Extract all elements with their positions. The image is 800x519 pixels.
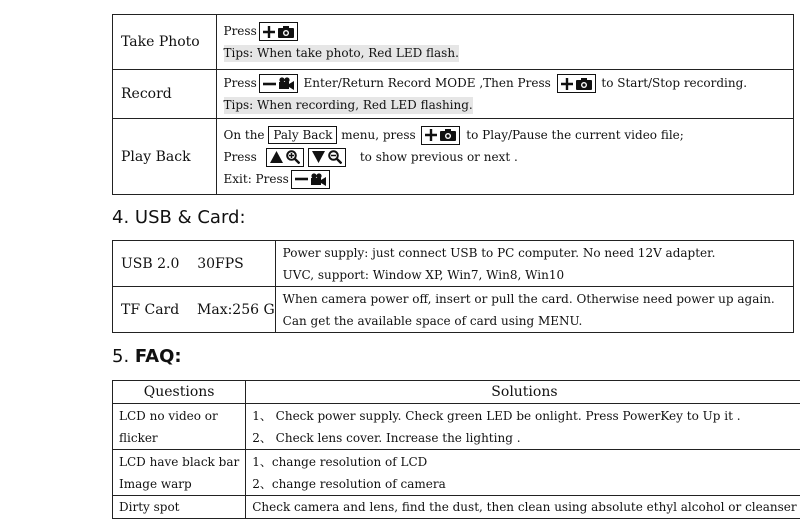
solution-line: 1、 Check power supply. Check green LED be onlight. Press PowerKey to Up it . <box>252 408 741 423</box>
minus-icon <box>263 78 276 90</box>
question-line: Dirty spot <box>119 500 180 514</box>
solutions-header: Solutions <box>246 381 800 404</box>
take-photo-tip: Tips: When take photo, Red LED flash. <box>223 46 459 60</box>
usb-card-table <box>112 240 794 333</box>
record-end-text: to Start/Stop recording. <box>597 76 748 90</box>
question-line: LCD have black bar <box>119 454 240 469</box>
table-row <box>113 496 800 519</box>
tf-card-label: TF Card Max:256 G <box>113 287 276 333</box>
minus-icon <box>295 173 308 185</box>
record-label: Record <box>113 70 217 119</box>
camera-icon <box>278 26 294 38</box>
faq-table <box>112 380 800 519</box>
down-triangle-icon <box>312 151 325 163</box>
up-triangle-icon <box>270 151 283 163</box>
question-line: LCD no video or <box>119 408 218 423</box>
solution-line: Check camera and lens, find the dust, then clean using absolute ethyl alcohol or cleanser <box>252 500 797 514</box>
usb-line-2: UVC, support: Window XP, Win7, Win8, Win10 <box>282 267 565 282</box>
play-back-cell <box>216 119 794 195</box>
press-text: Press <box>223 76 257 90</box>
record-mid-text: Enter/Return Record MODE ,Then Press <box>299 76 555 90</box>
plus-icon <box>425 129 437 141</box>
tf-card-cell <box>275 287 793 333</box>
plus-camera-key <box>259 22 298 41</box>
nav-end-text: to show previous or next . <box>359 149 518 164</box>
zoom-in-icon <box>286 150 300 164</box>
section-number: 4. <box>112 207 130 228</box>
table-row <box>113 450 800 496</box>
press-text: Press <box>223 149 257 164</box>
section-title: USB & Card: <box>134 207 246 228</box>
usb-label: USB 2.0 30FPS <box>113 241 276 287</box>
plus-icon <box>263 26 275 38</box>
zoom-out-icon <box>328 150 342 164</box>
section-5-heading <box>112 346 182 367</box>
question-line: flicker <box>119 430 158 445</box>
table-row <box>113 404 800 450</box>
record-tip: Tips: When recording, Red LED flashing. <box>223 98 473 112</box>
video-camera-icon <box>279 77 294 90</box>
record-cell <box>216 70 794 119</box>
on-the-text: On the <box>223 127 269 142</box>
solution-line: 2、change resolution of camera <box>252 476 446 491</box>
usb-cell <box>275 241 793 287</box>
section-4-heading <box>112 207 246 228</box>
operations-table <box>112 14 794 195</box>
question-line: Image warp <box>119 476 192 491</box>
video-camera-icon <box>311 173 326 186</box>
solution-line: 1、change resolution of LCD <box>252 454 428 469</box>
usb-line-1: Power supply: just connect USB to PC computer. No need 12V adapter. <box>282 245 716 260</box>
take-photo-label: Take Photo <box>113 15 217 70</box>
section-number: 5. <box>112 346 130 367</box>
press-text: Press <box>223 24 257 38</box>
up-zoom-in-key <box>266 148 304 167</box>
take-photo-cell <box>216 15 794 70</box>
plus-camera-key <box>557 74 596 93</box>
down-zoom-out-key <box>308 148 346 167</box>
play-pause-text: to Play/Pause the current video file; <box>462 127 684 142</box>
tf-line-1: When camera power off, insert or pull the card. Otherwise need power up again. <box>282 291 775 306</box>
camera-icon <box>440 129 456 141</box>
exit-text: Exit: Press <box>223 171 289 186</box>
tf-line-2: Can get the available space of card using MENU. <box>282 313 583 328</box>
minus-video-key <box>291 170 330 189</box>
solution-line: 2、 Check lens cover. Increase the lighting . <box>252 430 521 445</box>
plus-camera-key <box>421 126 460 145</box>
paly-back-menu-label: Paly Back <box>268 126 337 144</box>
section-title: FAQ: <box>134 346 182 367</box>
plus-icon <box>561 78 573 90</box>
camera-icon <box>576 78 592 90</box>
play-back-label: Play Back <box>113 119 217 195</box>
minus-video-key <box>259 74 298 93</box>
menu-press-text: menu, press <box>337 127 420 142</box>
questions-header: Questions <box>113 381 246 404</box>
